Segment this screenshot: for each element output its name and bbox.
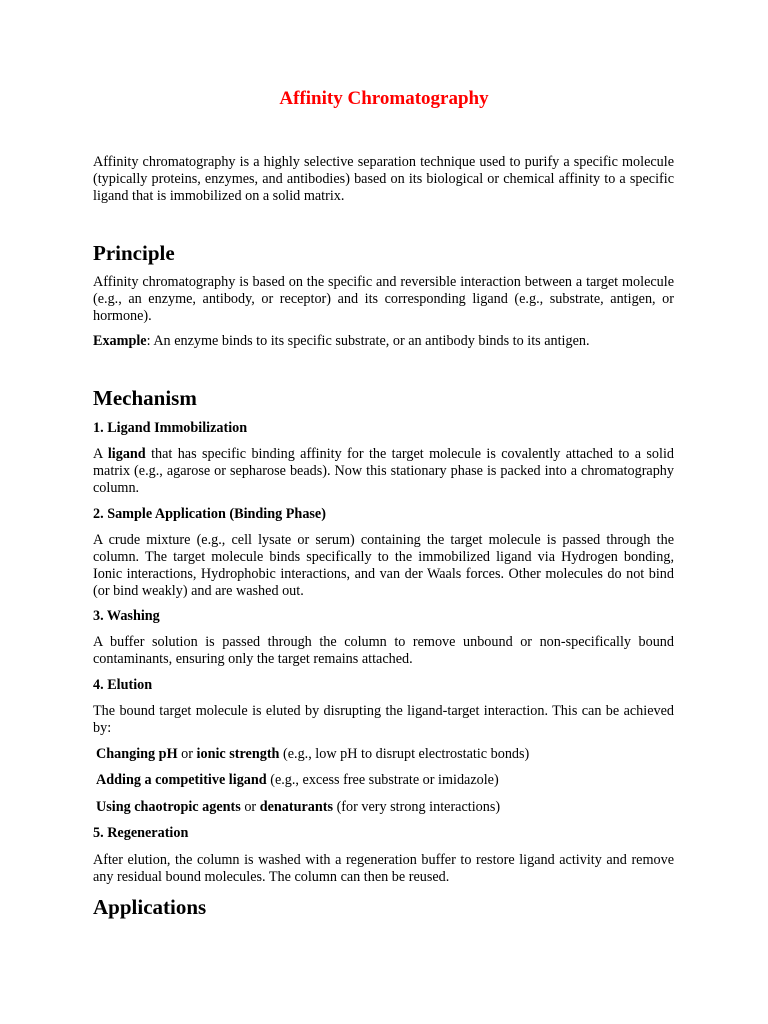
intro-paragraph: Affinity chromatography is a highly selective separation technique used to purify a specific molecule (typically proteins, enzymes, and antibodies) based on its biological or chemical affinity to a specific ligand that is immobilized on a solid matrix. <box>93 154 674 204</box>
step2-title-block <box>93 506 674 523</box>
step3-title: 3. Washing <box>93 608 160 624</box>
step4-body <box>93 703 674 737</box>
step2-body <box>93 532 674 600</box>
step2-paragraph: A crude mixture (e.g., cell lysate or serum) containing the target molecule is passed through the column. The target molecule binds specifically to the immobilized ligand via Hydrogen bonding, Ionic interactions, Hydrophobic interactions, and van der Waals forces. Other molecules do not bind (or bind weakly) and are washed out. <box>93 532 674 599</box>
elution-method-item <box>93 799 674 816</box>
principle-paragraph: Affinity chromatography is based on the specific and reversible interaction between a target molecule (e.g., an enzyme, antibody, or receptor) and its corresponding ligand (e.g., substrate, antigen, or hormone). <box>93 274 674 324</box>
elution-method-item <box>93 746 674 763</box>
example-label: Example <box>93 333 147 349</box>
step4-bullet-3 <box>93 799 674 816</box>
bullet3-bold1: Using chaotropic agents <box>96 799 241 815</box>
step1-title-block <box>93 420 674 437</box>
step3-paragraph: A buffer solution is passed through the column to remove unbound or non-specifically bound contaminants, ensuring only the target remains attached. <box>93 634 674 667</box>
bullet1-rest: (e.g., low pH to disrupt electrostatic bonds) <box>279 746 530 762</box>
mechanism-section <box>93 386 674 410</box>
principle-example <box>93 333 674 350</box>
step4-bullet-2 <box>93 772 674 789</box>
bullet3-rest: (for very strong interactions) <box>333 799 501 815</box>
step5-paragraph: After elution, the column is washed with a regeneration buffer to restore ligand activity and remove any residual bound molecules. The column can then be reused. <box>93 852 674 885</box>
step1-post: that has specific binding affinity for the target molecule is covalently attached to a solid matrix (e.g., agarose or sepharose beads). Now this stationary phase is packed into a chromatography column. <box>93 446 675 496</box>
step5-body <box>93 852 674 886</box>
applications-heading: Applications <box>93 895 207 919</box>
page-title: Affinity Chromatography <box>279 88 489 109</box>
step4-bullet-1 <box>93 746 674 763</box>
example-paragraph <box>93 333 674 350</box>
step3-body <box>93 634 674 668</box>
step1-bold: ligand <box>107 446 146 462</box>
bullet2-rest: (e.g., excess free substrate or imidazole) <box>266 772 499 788</box>
bullet3-mid: or <box>240 799 260 815</box>
bullet3-bold2: denaturants <box>259 799 334 815</box>
step3-title-block <box>93 608 674 625</box>
step4-title: 4. Elution <box>93 677 153 693</box>
applications-section <box>93 895 674 919</box>
step1-title: 1. Ligand Immobilization <box>93 420 248 436</box>
step5-title-block <box>93 825 674 842</box>
principle-body <box>93 274 674 325</box>
principle-section <box>93 241 674 265</box>
step4-paragraph: The bound target molecule is eluted by disrupting the ligand-target interaction. This can be achieved by: <box>93 703 674 736</box>
step5-title: 5. Regeneration <box>93 825 189 841</box>
example-text: : An enzyme binds to its specific substrate, or an antibody binds to its antigen. <box>146 333 590 349</box>
mechanism-heading: Mechanism <box>93 386 197 410</box>
bullet1-bold2: ionic strength <box>196 746 280 762</box>
step1-pre: A <box>93 446 108 462</box>
principle-heading: Principle <box>93 241 175 265</box>
step1-body <box>93 446 674 497</box>
bullet1-bold1: Changing pH <box>96 746 178 762</box>
elution-method-item <box>93 772 674 789</box>
step1-paragraph <box>93 446 674 497</box>
step4-title-block <box>93 677 674 694</box>
bullet2-bold: Adding a competitive ligand <box>96 772 267 788</box>
intro-section <box>93 154 674 205</box>
bullet1-mid: or <box>177 746 197 762</box>
step2-title: 2. Sample Application (Binding Phase) <box>93 506 326 522</box>
